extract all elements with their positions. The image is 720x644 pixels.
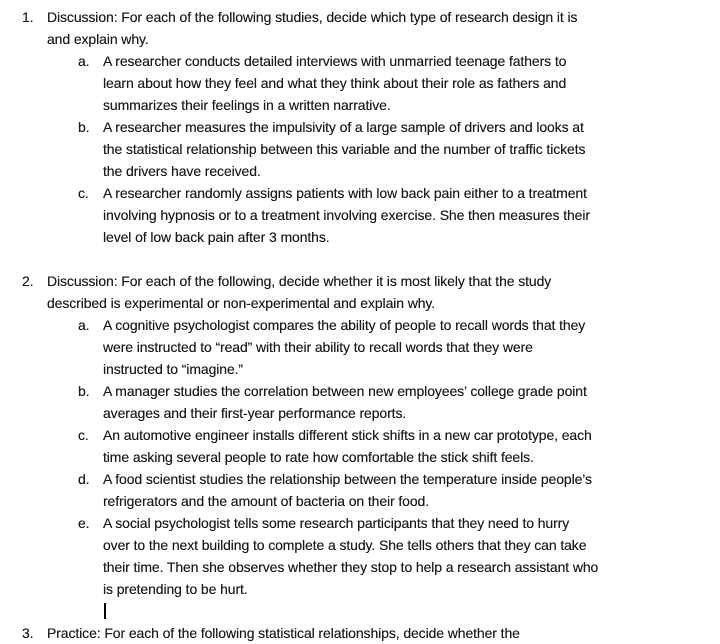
list-letter: c. (78, 185, 89, 201)
text-line: refrigerators and the amount of bacteria on their food. (103, 493, 430, 509)
question-item-1 (22, 6, 720, 248)
list-letter: e. (78, 515, 90, 531)
question-1c (78, 182, 720, 248)
question-item-2 (22, 270, 720, 622)
text-line: and explain why. (47, 31, 149, 47)
question-2-body (47, 270, 720, 622)
text-line: A cognitive psychologist compares the ability of people to recall words that they (103, 317, 586, 333)
list-number: 1. (22, 9, 34, 25)
list-letter: b. (78, 119, 90, 135)
text-line: the drivers have received. (103, 163, 261, 179)
question-2d-body (103, 468, 720, 512)
question-1c-body (103, 182, 720, 248)
cursor-line (103, 600, 720, 622)
text-line: level of low back pain after 3 months. (103, 229, 330, 245)
list-number: 2. (22, 273, 34, 289)
question-2c-body (103, 424, 720, 468)
text-line: An automotive engineer installs different stick shifts in a new car prototype, each (103, 427, 592, 443)
list-letter: b. (78, 383, 90, 399)
text-line: instructed to “imagine.” (103, 361, 243, 377)
question-2a (78, 314, 720, 380)
list-letter: d. (78, 471, 90, 487)
question-item-3 (22, 622, 720, 644)
question-2b (78, 380, 720, 424)
text-line: A researcher measures the impulsivity of a large sample of drivers and looks at (103, 119, 584, 135)
text-line: is pretending to be hurt. (103, 581, 248, 597)
question-2e (78, 512, 720, 622)
text-cursor (104, 603, 106, 619)
question-2b-body (103, 380, 720, 424)
list-letter: c. (78, 427, 89, 443)
text-line: averages and their first-year performance reports. (103, 405, 407, 421)
question-1b (78, 116, 720, 182)
question-2a-body (103, 314, 720, 380)
text-line: involving hypnosis or to a treatment involving exercise. She then measures their (103, 207, 590, 223)
text-line: Discussion: For each of the following studies, decide which type of research design it is (47, 9, 578, 25)
text-line: Discussion: For each of the following, decide whether it is most likely that the study (47, 273, 552, 289)
text-line: A researcher conducts detailed interviews with unmarried teenage fathers to (103, 53, 567, 69)
question-2e-body (103, 512, 720, 622)
question-2c (78, 424, 720, 468)
question-1a (78, 50, 720, 116)
list-letter: a. (78, 53, 90, 69)
text-line: described is experimental or non-experimental and explain why. (47, 295, 436, 311)
text-line: A researcher randomly assigns patients with low back pain either to a treatment (103, 185, 587, 201)
list-letter: a. (78, 317, 90, 333)
text-line: A social psychologist tells some research participants that they need to hurry (103, 515, 570, 531)
text-line: were instructed to “read” with their ability to recall words that they were (103, 339, 533, 355)
question-1-body (47, 6, 720, 248)
text-line: learn about how they feel and what they think about their role as fathers and (103, 75, 567, 91)
text-line: their time. Then she observes whether they stop to help a research assistant who (103, 559, 599, 575)
text-line: summarizes their feelings in a written narrative. (103, 97, 391, 113)
text-line: Practice: For each of the following statistical relationships, decide whether the (47, 625, 520, 641)
text-line: A food scientist studies the relationship between the temperature inside people’s (103, 471, 592, 487)
question-2d (78, 468, 720, 512)
text-line: A manager studies the correlation between new employees’ college grade point (103, 383, 587, 399)
question-1a-body (103, 50, 720, 116)
question-3-body (47, 622, 720, 644)
blank-line (22, 248, 720, 270)
question-1b-body (103, 116, 720, 182)
text-line: time asking several people to rate how comfortable the stick shift feels. (103, 449, 534, 465)
text-line: the statistical relationship between this variable and the number of traffic tickets (103, 141, 586, 157)
list-number: 3. (22, 625, 34, 641)
text-line: over to the next building to complete a study. She tells others that they can take (103, 537, 587, 553)
